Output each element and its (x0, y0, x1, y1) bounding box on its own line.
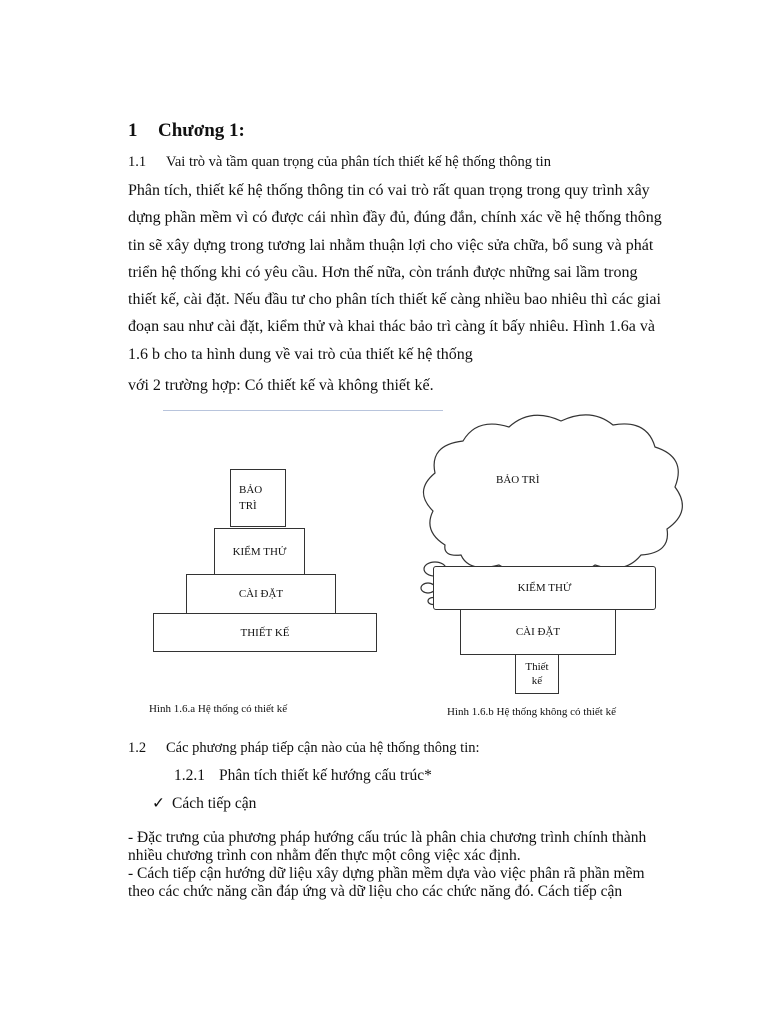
chapter-heading (128, 120, 245, 142)
bullet-line: - Đặc trưng của phương pháp hướng cấu trúc là phân chia chương trình chính thành (128, 829, 647, 846)
section-1-1-number: 1.1 (128, 154, 147, 170)
section-1-1-title: Vai trò và tầm quan trọng của phân tích thiết kế hệ thống thông tin (166, 154, 551, 170)
figure-b-thietke-line1: Thiết (525, 661, 549, 673)
cases-line: với 2 trường hợp: Có thiết kế và không thiết kế. (128, 377, 434, 394)
figure-b-cloud-label: BẢO TRÌ (496, 474, 540, 486)
section-1-1-paragraph (128, 177, 698, 368)
figure-a-box-kiemthu (214, 528, 305, 575)
paragraph-line: 1.6 b cho ta hình dung về vai trò của thiết kế hệ thống (128, 345, 473, 363)
checklist-item (152, 794, 256, 813)
section-1-2-1-heading (174, 767, 432, 785)
figure-b-box-kiemthu (433, 566, 656, 610)
figure-a-baotri-line1: BẢO (239, 484, 263, 496)
paragraph-line: dựng phần mềm vì có được cái nhìn đầy đủ, đúng đắn, chính xác về hệ thống thông (128, 209, 662, 227)
section-1-2-1-title: Phân tích thiết kế hướng cấu trúc* (219, 767, 432, 784)
section-1-2-heading (128, 740, 480, 757)
figure-b-box-thietke (515, 654, 559, 694)
bullet-line: - Cách tiếp cận hướng dữ liệu xây dựng phần mềm dựa vào việc phân rã phần mềm (128, 865, 645, 882)
paragraph-line: đoạn sau như cài đặt, kiểm thử và khai thác bảo trì càng ít bấy nhiêu. Hình 1.6a và (128, 318, 655, 336)
bullet-line: theo các chức năng cần đáp ứng và dữ liệu cho các chức năng đó. Cách tiếp cận (128, 883, 623, 900)
paragraph-line: tin sẽ xây dựng trong tương lai nhằm thuận lợi cho việc sửa chữa, bổ sung và phát (128, 236, 654, 254)
checkmark-icon: ✓ (152, 795, 165, 812)
figure-a-box-caidat (186, 574, 336, 614)
figure-a-thietke-label: THIẾT KẾ (240, 626, 290, 639)
chapter-title: Chương 1: (158, 120, 245, 141)
figure-b-caidat-label: CÀI ĐẶT (515, 626, 561, 638)
figure-a-caption: Hình 1.6.a Hệ thống có thiết kế (149, 703, 288, 715)
section-1-2-1-number: 1.2.1 (174, 767, 205, 784)
figure-a-caidat-label: CÀI ĐẶT (238, 588, 284, 600)
figure-b-thietke-line2: kế (531, 675, 543, 687)
figure-b-caption: Hình 1.6.b Hệ thống không có thiết kế (447, 706, 616, 718)
bullet-line: nhiều chương trình con nhằm đến thực một công việc xác định. (128, 847, 521, 864)
figure-b-box-caidat (460, 609, 616, 655)
checklist-label: Cách tiếp cận (172, 795, 257, 812)
figure-divider (163, 410, 443, 411)
chapter-number: 1 (128, 120, 138, 141)
figure-a-box-thietke (153, 613, 377, 652)
figure-b-kiemthu-label: KIỂM THỬ (517, 582, 572, 594)
section-1-1-heading (128, 154, 551, 171)
section-1-2-title: Các phương pháp tiếp cận nào của hệ thống thông tin: (166, 740, 480, 756)
paragraph-line: thiết kế, cài đặt. Nếu đầu tư cho phân tích thiết kế càng nhiều bao nhiêu thì các giai (128, 291, 661, 309)
figure-a-box-baotri (230, 469, 286, 527)
paragraph-line: Phân tích, thiết kế hệ thống thông tin có vai trò rất quan trọng trong quy trình xây (128, 182, 650, 199)
figure-a-kiemthu-label: KIỂM THỬ (232, 545, 287, 558)
figure-a-baotri-line2: TRÌ (239, 500, 257, 512)
section-1-2-number: 1.2 (128, 740, 147, 756)
paragraph-line: triển hệ thống khi có yêu cầu. Hơn thế nữa, còn tránh được những sai lầm trong (128, 263, 638, 281)
